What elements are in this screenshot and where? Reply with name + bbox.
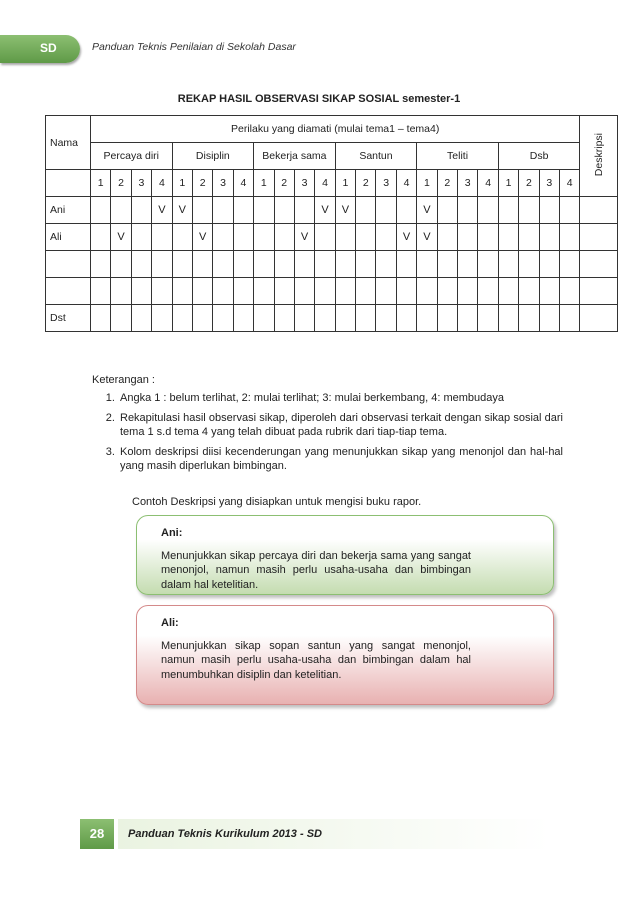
mark-cell xyxy=(437,251,457,278)
deskripsi-cell xyxy=(580,278,618,305)
mark-cell xyxy=(396,251,416,278)
mark-cell xyxy=(233,278,253,305)
deskripsi-cell xyxy=(580,197,618,224)
mark-cell xyxy=(213,224,233,251)
mark-cell xyxy=(192,305,212,332)
mark-cell xyxy=(152,278,172,305)
mark-cell xyxy=(356,224,376,251)
mark-cell xyxy=(478,197,498,224)
student-name: Ani xyxy=(46,197,91,224)
group-header: Dsb xyxy=(498,143,580,170)
mark-cell xyxy=(559,251,579,278)
mark-cell xyxy=(498,305,518,332)
mark-cell xyxy=(376,224,396,251)
mark-cell xyxy=(417,278,437,305)
table-row xyxy=(46,278,618,305)
mark-cell xyxy=(335,278,355,305)
mark-cell xyxy=(91,251,111,278)
mark-cell xyxy=(376,278,396,305)
mark-cell xyxy=(519,305,539,332)
example-text: Menunjukkan sikap sopan santun yang sangat menonjol, namun masih perlu usaha-usaha dan bimbingan dalam hal menumbuhkan disiplin dan ketelitian. xyxy=(161,639,471,681)
perilaku-header: Perilaku yang diamati (mulai tema1 – tema4) xyxy=(91,116,580,143)
scale-number: 4 xyxy=(478,170,498,197)
mark-cell xyxy=(274,224,294,251)
mark-cell xyxy=(131,251,151,278)
table-row xyxy=(46,251,618,278)
scale-number: 4 xyxy=(315,170,335,197)
mark-cell xyxy=(519,224,539,251)
example-ani-box xyxy=(136,515,554,595)
mark-cell xyxy=(131,278,151,305)
scale-number: 4 xyxy=(559,170,579,197)
scale-number: 4 xyxy=(152,170,172,197)
deskripsi-header: Deskripsi xyxy=(580,116,618,197)
mark-cell xyxy=(356,278,376,305)
mark-cell xyxy=(213,197,233,224)
mark-cell xyxy=(519,251,539,278)
group-header: Disiplin xyxy=(172,143,254,170)
mark-cell xyxy=(111,305,131,332)
keterangan-list xyxy=(100,391,563,479)
scale-number: 3 xyxy=(294,170,314,197)
mark-cell xyxy=(498,278,518,305)
mark-cell xyxy=(498,224,518,251)
deskripsi-cell xyxy=(580,251,618,278)
mark-cell xyxy=(111,278,131,305)
mark-cell xyxy=(294,278,314,305)
nama-header: Nama xyxy=(46,116,91,170)
keterangan-item: 2. Rekapitulasi hasil observasi sikap, diperoleh dari observasi terkait dengan sikap sosial dari tema 1 s.d tema 4 yang telah dibuat pada rubrik dari tiap-tiap tema. xyxy=(118,411,563,440)
header-badge-text: SD xyxy=(40,41,57,55)
mark-cell xyxy=(172,278,192,305)
mark-cell xyxy=(111,251,131,278)
table-row xyxy=(46,197,618,224)
deskripsi-cell xyxy=(580,224,618,251)
header-badge xyxy=(0,35,80,63)
scale-number: 3 xyxy=(213,170,233,197)
group-header: Teliti xyxy=(417,143,499,170)
mark-cell xyxy=(254,251,274,278)
mark-cell xyxy=(458,278,478,305)
scale-number: 3 xyxy=(376,170,396,197)
scale-number: 4 xyxy=(396,170,416,197)
mark-cell xyxy=(274,197,294,224)
mark-cell xyxy=(111,197,131,224)
mark-cell xyxy=(233,251,253,278)
keterangan-item: 1. Angka 1 : belum terlihat, 2: mulai terlihat; 3: mulai berkembang, 4: membudaya xyxy=(118,391,563,406)
group-header: Bekerja sama xyxy=(254,143,336,170)
mark-cell xyxy=(152,305,172,332)
student-name: Ali xyxy=(46,224,91,251)
mark-cell xyxy=(539,278,559,305)
mark-cell xyxy=(152,224,172,251)
mark-cell xyxy=(233,224,253,251)
mark-cell xyxy=(254,197,274,224)
mark-cell xyxy=(192,197,212,224)
mark-cell xyxy=(559,197,579,224)
group-header: Santun xyxy=(335,143,417,170)
mark-cell xyxy=(294,251,314,278)
mark-cell xyxy=(559,278,579,305)
mark-cell xyxy=(91,278,111,305)
mark-cell xyxy=(274,305,294,332)
mark-cell xyxy=(152,251,172,278)
mark-cell xyxy=(478,305,498,332)
group-header: Percaya diri xyxy=(91,143,173,170)
mark-cell xyxy=(519,197,539,224)
mark-cell: V xyxy=(111,224,131,251)
mark-cell: V xyxy=(315,197,335,224)
mark-cell xyxy=(91,305,111,332)
mark-cell xyxy=(417,251,437,278)
mark-cell xyxy=(335,305,355,332)
mark-cell xyxy=(437,305,457,332)
mark-cell: V xyxy=(192,224,212,251)
mark-cell xyxy=(233,305,253,332)
mark-cell xyxy=(254,224,274,251)
scale-number: 3 xyxy=(539,170,559,197)
mark-cell xyxy=(131,305,151,332)
mark-cell xyxy=(315,251,335,278)
mark-cell xyxy=(437,197,457,224)
mark-cell xyxy=(91,224,111,251)
mark-cell xyxy=(356,251,376,278)
scale-number: 2 xyxy=(519,170,539,197)
keterangan-label: Keterangan : xyxy=(92,374,155,386)
mark-cell xyxy=(213,278,233,305)
student-name xyxy=(46,278,91,305)
scale-number: 3 xyxy=(458,170,478,197)
scale-number: 1 xyxy=(417,170,437,197)
mark-cell: V xyxy=(335,197,355,224)
mark-cell xyxy=(376,251,396,278)
mark-cell xyxy=(192,278,212,305)
mark-cell xyxy=(294,197,314,224)
footer-title: Panduan Teknis Kurikulum 2013 - SD xyxy=(118,819,550,849)
mark-cell xyxy=(458,197,478,224)
scale-number: 1 xyxy=(172,170,192,197)
mark-cell xyxy=(396,197,416,224)
mark-cell xyxy=(478,224,498,251)
mark-cell: V xyxy=(396,224,416,251)
mark-cell xyxy=(213,305,233,332)
mark-cell xyxy=(91,197,111,224)
mark-cell xyxy=(315,224,335,251)
mark-cell xyxy=(539,251,559,278)
mark-cell xyxy=(437,224,457,251)
table-row xyxy=(46,305,618,332)
mark-cell xyxy=(478,278,498,305)
rekap-table xyxy=(45,115,618,332)
student-name xyxy=(46,251,91,278)
scale-number: 2 xyxy=(356,170,376,197)
mark-cell xyxy=(539,197,559,224)
example-ali-box xyxy=(136,605,554,705)
example-name: Ali: xyxy=(161,617,179,629)
mark-cell xyxy=(458,224,478,251)
mark-cell xyxy=(396,305,416,332)
mark-cell xyxy=(315,278,335,305)
mark-cell xyxy=(335,251,355,278)
scale-number: 1 xyxy=(498,170,518,197)
mark-cell xyxy=(172,305,192,332)
mark-cell xyxy=(131,197,151,224)
keterangan-item: 3. Kolom deskripsi diisi kecenderungan yang menunjukkan sikap yang menonjol dan hal-hal yang masih diperlukan bimbingan. xyxy=(118,445,563,474)
table-row xyxy=(46,224,618,251)
mark-cell xyxy=(254,278,274,305)
scale-number: 1 xyxy=(335,170,355,197)
mark-cell xyxy=(294,305,314,332)
mark-cell xyxy=(213,251,233,278)
mark-cell xyxy=(559,224,579,251)
scale-number: 2 xyxy=(437,170,457,197)
mark-cell: V xyxy=(294,224,314,251)
mark-cell: V xyxy=(417,197,437,224)
mark-cell xyxy=(274,251,294,278)
example-text: Menunjukkan sikap percaya diri dan bekerja sama yang sangat menonjol, namun masih perlu usaha-usaha dan bimbingan dalam hal ketelitian. xyxy=(161,549,471,591)
mark-cell xyxy=(172,251,192,278)
mark-cell xyxy=(335,224,355,251)
mark-cell xyxy=(478,251,498,278)
mark-cell xyxy=(458,305,478,332)
mark-cell: V xyxy=(152,197,172,224)
mark-cell xyxy=(274,278,294,305)
mark-cell xyxy=(539,305,559,332)
mark-cell xyxy=(376,305,396,332)
deskripsi-cell xyxy=(580,305,618,332)
mark-cell xyxy=(356,197,376,224)
header-title: Panduan Teknis Penilaian di Sekolah Dasar xyxy=(92,41,296,53)
scale-number: 2 xyxy=(111,170,131,197)
page-number: 28 xyxy=(80,819,114,849)
mark-cell xyxy=(376,197,396,224)
mark-cell xyxy=(315,305,335,332)
mark-cell xyxy=(437,278,457,305)
mark-cell xyxy=(356,305,376,332)
mark-cell xyxy=(498,251,518,278)
mark-cell xyxy=(498,197,518,224)
scale-number: 2 xyxy=(274,170,294,197)
mark-cell xyxy=(559,305,579,332)
scale-number: 1 xyxy=(91,170,111,197)
mark-cell xyxy=(396,278,416,305)
mark-cell: V xyxy=(417,224,437,251)
document-title: REKAP HASIL OBSERVASI SIKAP SOSIAL semester-1 xyxy=(177,93,461,105)
student-name: Dst xyxy=(46,305,91,332)
mark-cell xyxy=(519,278,539,305)
mark-cell xyxy=(172,224,192,251)
mark-cell xyxy=(254,305,274,332)
scale-number: 2 xyxy=(192,170,212,197)
scale-number: 3 xyxy=(131,170,151,197)
scale-number: 4 xyxy=(233,170,253,197)
mark-cell xyxy=(539,224,559,251)
mark-cell xyxy=(417,305,437,332)
footer xyxy=(80,819,550,849)
mark-cell xyxy=(131,224,151,251)
mark-cell xyxy=(233,197,253,224)
contoh-text: Contoh Deskripsi yang disiapkan untuk mengisi buku rapor. xyxy=(132,496,422,508)
mark-cell xyxy=(192,251,212,278)
mark-cell xyxy=(458,251,478,278)
example-name: Ani: xyxy=(161,527,183,539)
scale-number: 1 xyxy=(254,170,274,197)
mark-cell: V xyxy=(172,197,192,224)
